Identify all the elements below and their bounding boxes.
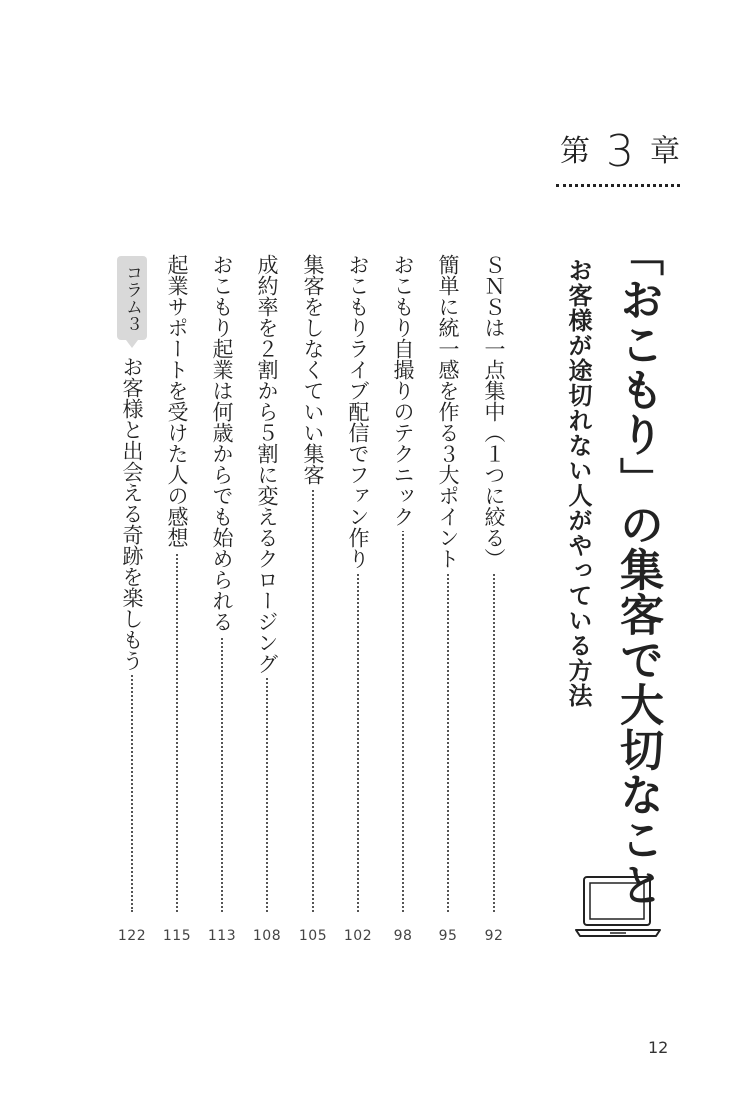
toc-entry[interactable] [479, 254, 509, 944]
toc-entry[interactable] [298, 254, 328, 944]
toc-entry-page: 122 [117, 928, 147, 944]
toc-entry-title: ＳＮＳは一点集中（１つに絞る） [479, 254, 509, 573]
toc-entry-page: 102 [343, 928, 373, 944]
chapter-label-right: 章 [650, 134, 680, 169]
page-number: 12 [648, 1038, 669, 1057]
toc-entry-page: 115 [162, 928, 192, 944]
toc-entry-column[interactable] [117, 356, 147, 944]
toc-entry-page: 105 [298, 928, 328, 944]
chapter-number: 3 [606, 126, 634, 177]
toc-entry[interactable] [162, 254, 192, 944]
column-badge: コラム３ [117, 256, 147, 340]
chapter-subtitle: お客様が途切れない人がやっている方法 [564, 258, 592, 708]
toc-entry-page: 108 [252, 928, 282, 944]
laptop-icon [574, 874, 662, 940]
toc-entry-page: 98 [393, 928, 413, 944]
toc-entry-title: おこもり起業は何歳からでも始められる [207, 254, 237, 636]
toc-entry-page: 92 [484, 928, 504, 944]
chapter-heading [560, 126, 680, 177]
toc-entry-title: お客様と出会える奇跡を楽しもう [117, 356, 147, 675]
toc-entry-title: おこもりライブ配信でファン作り [343, 254, 373, 573]
toc-entry-title: 集客をしなくていい集客 [298, 254, 328, 489]
chapter-divider [556, 184, 680, 187]
toc-entry-page: 113 [207, 928, 237, 944]
toc-entry[interactable] [388, 254, 418, 944]
toc-entry-title: 簡単に統一感を作る３大ポイント [433, 254, 463, 573]
toc-entry-page: 95 [438, 928, 458, 944]
chapter-title: 「おこもり」の集客で大切なこと [612, 232, 663, 907]
toc-entry-title: 成約率を２割から５割に変えるクロージング [252, 254, 282, 678]
toc-entry-title: 起業サポートを受けた人の感想 [162, 254, 192, 552]
toc-entry[interactable] [252, 254, 282, 944]
toc-entry[interactable] [207, 254, 237, 944]
toc-entry-title: おこもり自撮りのテクニック [388, 254, 418, 531]
toc-entry[interactable] [433, 254, 463, 944]
toc-entry[interactable] [343, 254, 373, 944]
chapter-label-left: 第 [560, 134, 590, 169]
